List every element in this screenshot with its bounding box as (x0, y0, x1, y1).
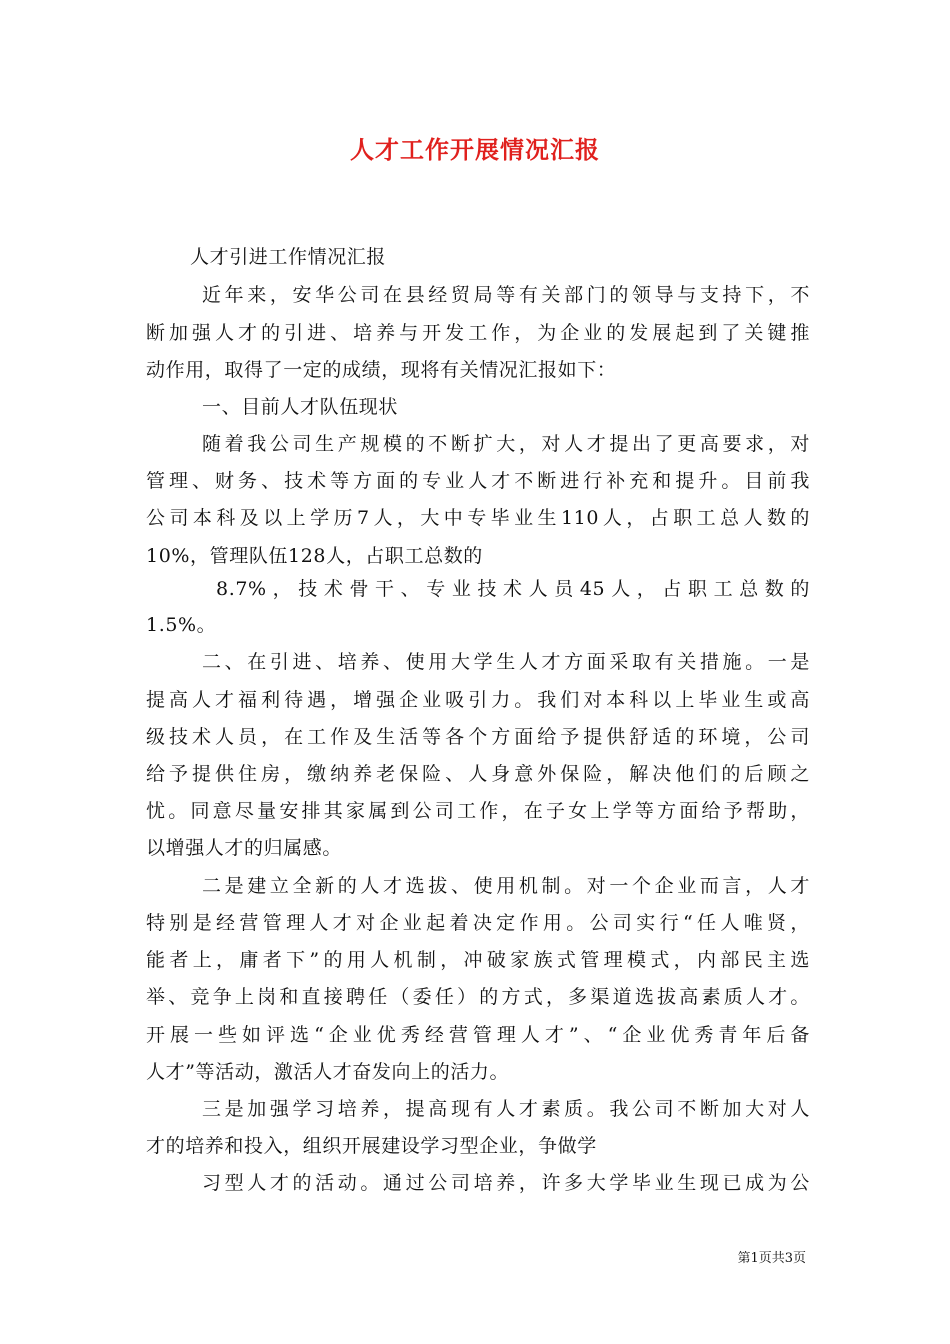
paragraph-line: 8.7%，技术骨干、专业技术人员45人，占职工总数的 (216, 578, 810, 600)
paragraph-line: 近年来，安华公司在县经贸局等有关部门的领导与支持下，不 (202, 284, 810, 306)
paragraph-line: 提高人才福利待遇，增强企业吸引力。我们对本科以上毕业生或高 (146, 689, 810, 711)
paragraph-line: 动作用，取得了一定的成绩，现将有关情况汇报如下： (146, 359, 617, 381)
paragraph-line: 以增强人才的归属感。 (146, 837, 343, 859)
paragraph-line: 才的培养和投入，组织开展建设学习型企业，争做学 (146, 1135, 597, 1157)
paragraph-line: 公司本科及以上学历7人，大中专毕业生110人，占职工总人数的 (146, 507, 810, 529)
paragraph-line: 举、竞争上岗和直接聘任（委任）的方式，多渠道选拔高素质人才。 (146, 986, 810, 1008)
paragraph-line: 三是加强学习培养，提高现有人才素质。我公司不断加大对人 (202, 1098, 810, 1120)
paragraph-line: 人才”等活动，激活人才奋发向上的活力。 (146, 1061, 510, 1083)
paragraph-line: 习型人才的活动。通过公司培养，许多大学毕业生现已成为公 (202, 1172, 810, 1194)
paragraph-line: 10%，管理队伍128人，占职工总数的 (146, 545, 483, 567)
paragraph-line: 能者上，庸者下”的用人机制，冲破家族式管理模式，内部民主选 (146, 949, 810, 971)
page-number: 第1页共3页 (737, 1251, 806, 1266)
paragraph-line: 二、在引进、培养、使用大学生人才方面采取有关措施。一是 (202, 651, 810, 673)
subtitle-line: 人才引进工作情况汇报 (190, 246, 387, 268)
paragraph-line: 忧。同意尽量安排其家属到公司工作，在子女上学等方面给予帮助， (146, 800, 810, 822)
paragraph-line: 特别是经营管理人才对企业起着决定作用。公司实行“任人唯贤， (146, 912, 810, 934)
paragraph-line: 级技术人员，在工作及生活等各个方面给予提供舒适的环境，公司 (146, 726, 810, 748)
document-title: 人才工作开展情况汇报 (350, 135, 600, 164)
paragraph-line: 给予提供住房，缴纳养老保险、人身意外保险，解决他们的后顾之 (146, 763, 810, 785)
section-heading: 一、目前人才队伍现状 (202, 396, 399, 418)
paragraph-line: 开展一些如评选“企业优秀经营管理人才”、“企业优秀青年后备 (146, 1024, 810, 1046)
paragraph-line: 断加强人才的引进、培养与开发工作，为企业的发展起到了关键推 (146, 322, 810, 344)
paragraph-line: 管理、财务、技术等方面的专业人才不断进行补充和提升。目前我 (146, 470, 810, 492)
paragraph-line: 随着我公司生产规模的不断扩大，对人才提出了更高要求，对 (202, 433, 810, 455)
paragraph-line: 二是建立全新的人才选拔、使用机制。对一个企业而言，人才 (202, 875, 810, 897)
paragraph-line: 1.5%。 (146, 614, 217, 636)
